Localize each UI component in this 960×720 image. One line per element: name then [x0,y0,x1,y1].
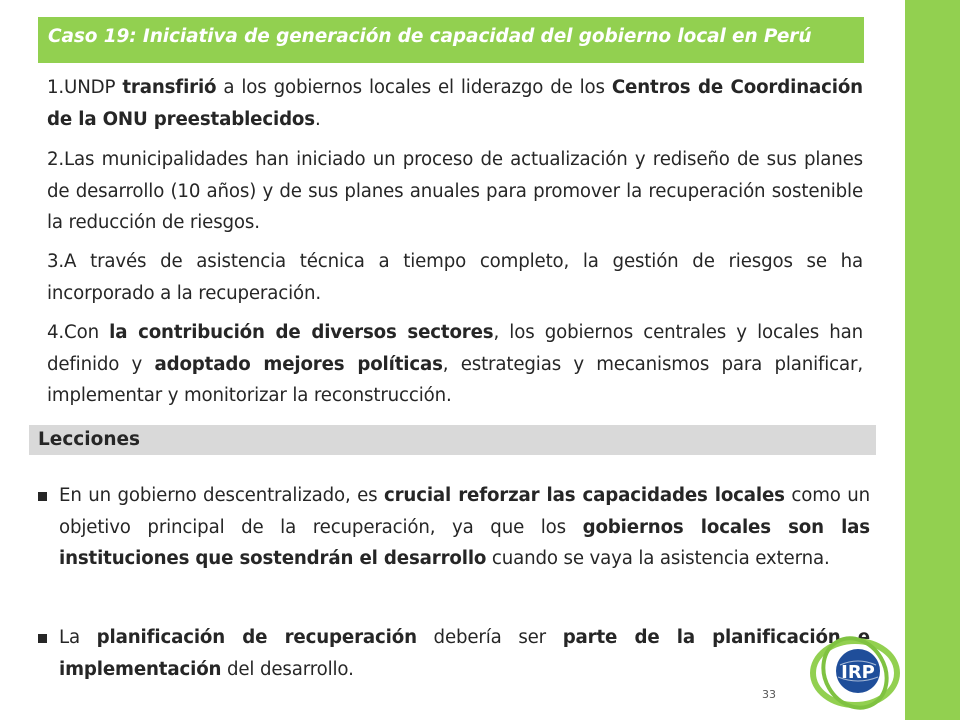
square-bullet-icon [38,492,47,501]
bold-text-segment: la contribución de diversos sectores [109,322,494,343]
bold-text-segment: gobiernos locales son las instituciones que sostendrán el desarrollo [59,516,870,569]
text-segment: , los gobiernos centrales y locales han definido y [47,322,863,375]
bold-text-segment: transfirió [122,77,217,98]
bold-text-segment: crucial reforzar las capacidades locales [383,485,785,506]
square-bullet-icon [38,634,47,643]
logo-text: IRP [841,662,875,683]
bold-text-segment: adoptado mejores políticas [154,353,443,375]
case-point-3 [47,246,863,309]
case-point-2 [47,144,863,239]
text-segment: . [314,108,321,130]
text-segment: como un objetivo principal de la recuperación, ya que los [59,485,871,538]
text-segment: a los gobiernos locales el liderazgo de los [216,77,612,98]
text-segment: La [59,627,97,648]
lessons-heading: Lecciones [38,429,141,450]
slide-title: Caso 19: Iniciativa de generación de capacidad del gobierno local en Perú [48,26,812,47]
text-segment: 2.Las municipalidades han iniciado un proceso de actualización y rediseño de sus planes de desarrollo (10 años) y de sus planes anuales para promover la recuperación sostenible la reducción de riesgos. [47,149,863,233]
lesson-item-2 [38,622,870,685]
text-segment: 1.UNDP [47,77,123,98]
right-accent-bar [905,0,960,720]
text-segment: 4.Con [47,322,110,343]
text-segment: debería ser [416,627,563,648]
text-segment: del desarrollo. [221,658,354,680]
text-segment: 3.A través de asistencia técnica a tiempo completo, la gestión de riesgos se ha incorporado a la recuperación. [47,251,863,304]
case-point-1 [47,72,863,135]
irp-logo [800,627,900,715]
bold-text-segment: Centros de Coordinación de la ONU preestablecidos [47,77,863,130]
case-point-4 [47,317,863,412]
text-segment: En un gobierno descentralizado, es [59,485,384,506]
lesson-text [59,622,870,685]
text-segment: cuando se vaya la asistencia externa. [486,548,830,569]
lesson-text [59,480,870,575]
text-segment: , estrategias y mecanismos para planificar, implementar y monitorizar la reconstrucción. [47,353,863,406]
title-bar [38,17,864,63]
lessons-header-bar [29,425,876,455]
bold-text-segment: planificación de recuperación [96,627,417,648]
page-number: 33 [762,688,776,701]
lesson-item-1 [38,480,870,575]
bold-text-segment: parte de la planificación e implementación [59,627,870,680]
